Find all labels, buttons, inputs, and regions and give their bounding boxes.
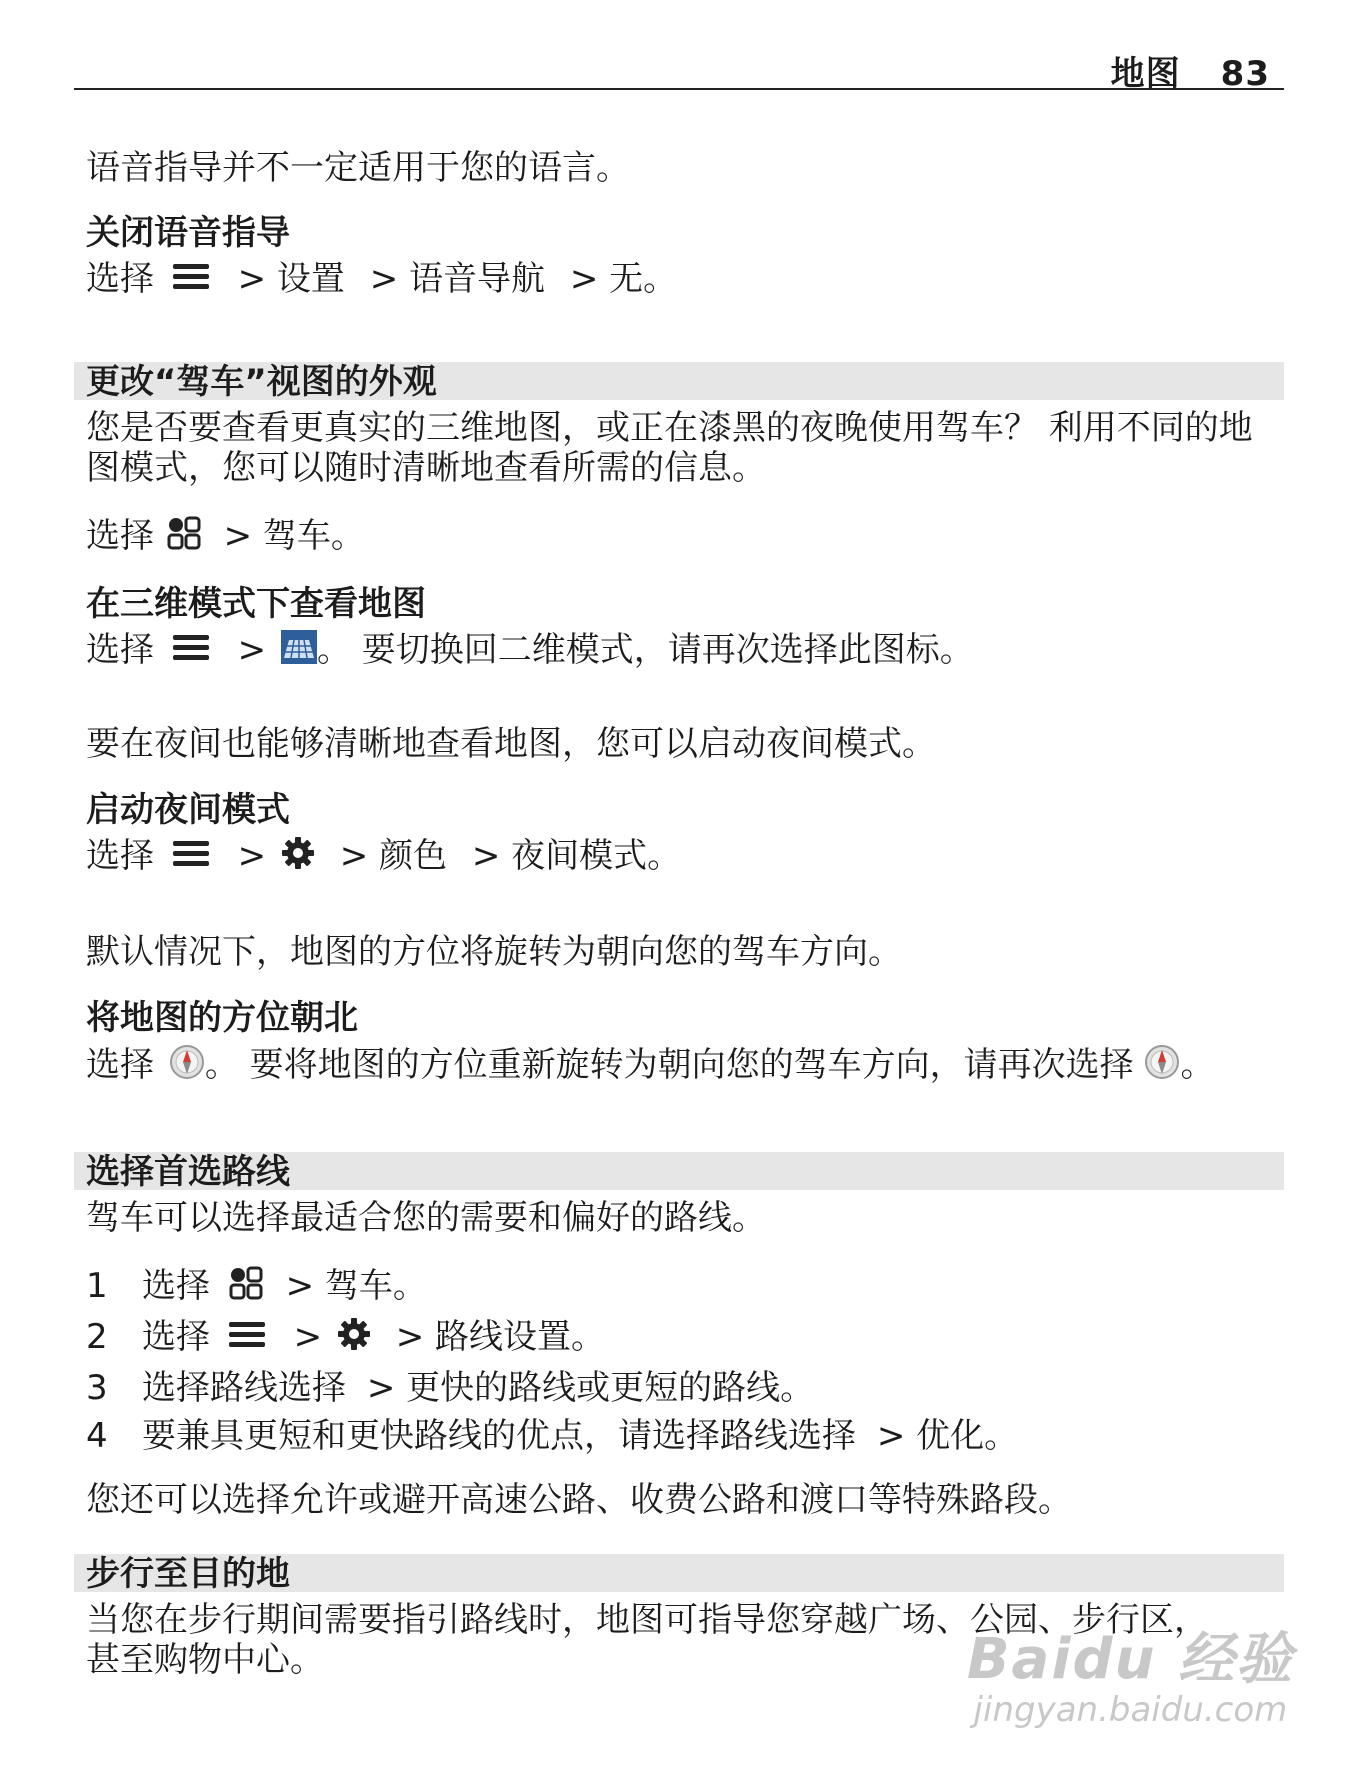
route-steps (86, 1266, 1286, 1456)
apps-icon (167, 516, 201, 559)
path-voice-nav: > 语音导航 (369, 259, 546, 299)
select-label: 选择 (86, 259, 154, 299)
compass-icon (1144, 1044, 1180, 1089)
north-note (86, 932, 1286, 972)
path-drive: > 驾车。 (223, 516, 365, 556)
step-text: 要兼具更短和更快路线的优点，请选择路线选择 (142, 1416, 856, 1456)
3d-mode-section (86, 584, 1286, 673)
menu-icon (171, 838, 211, 878)
header-title: 地图 (1110, 54, 1181, 94)
night-note-text: 要在夜间也能够清晰地查看地图，您可以启动夜间模式。 (86, 724, 936, 764)
path-arrow: > (237, 836, 267, 876)
menu-icon (171, 261, 211, 301)
menu-icon (227, 1319, 267, 1359)
drive-view-desc-text: 您是否要查看更真实的三维地图，或正在漆黑的夜晚使用驾车？ 利用不同的地图模式，您可以随时清晰地查看所需的信息。 (86, 408, 1253, 488)
route-extra (86, 1480, 1286, 1520)
3d-mode-path (86, 630, 1286, 673)
select-label: 选择 (86, 1045, 154, 1085)
north-note-text: 默认情况下，地图的方位将旋转为朝向您的驾车方向。 (86, 932, 902, 972)
path-route-choice: > 更快的路线或更短的路线。 (366, 1368, 815, 1408)
section-title-walk: 步行至目的地 (86, 1554, 290, 1594)
section-band-drive-view (74, 362, 1284, 400)
path-arrow: > (237, 630, 267, 670)
drive-select (86, 516, 1286, 559)
path-optimize: > 优化。 (876, 1416, 1019, 1456)
voice-off-title: 关闭语音指导 (86, 213, 290, 253)
step-text: 选择 (142, 1317, 210, 1357)
night-mode-section (86, 790, 1286, 879)
night-mode-path (86, 836, 1286, 879)
select-label: 选择 (86, 836, 154, 876)
step-text: 选择 (142, 1266, 210, 1306)
voice-off-section (86, 213, 1286, 301)
route-desc-text: 驾车可以选择最适合您的需要和偏好的路线。 (86, 1198, 766, 1238)
page-header (74, 44, 1284, 94)
route-step-4 (86, 1416, 1286, 1456)
3d-mode-title: 在三维模式下查看地图 (86, 584, 426, 624)
gear-icon (281, 836, 315, 879)
apps-icon (229, 1266, 263, 1309)
drive-view-desc (86, 408, 1286, 488)
route-desc (86, 1198, 1286, 1238)
section-title-drive-view: 更改“驾车”视图的外观 (86, 362, 437, 402)
3d-mode-note: 。 要切换回二维模式，请再次选择此图标。 (316, 630, 974, 670)
path-night-mode: > 夜间模式。 (471, 836, 682, 876)
baidu-watermark (966, 1627, 1294, 1730)
section-band-walk (74, 1554, 1284, 1592)
route-extra-text: 您还可以选择允许或避开高速公路、收费公路和渡口等特殊路段。 (86, 1480, 1072, 1520)
route-step-2 (86, 1317, 1286, 1360)
section-band-route (74, 1152, 1284, 1190)
walk-desc-text: 当您在步行期间需要指引路线时，地图可指导您穿越广场、公园、步行区，甚至购物中心。 (86, 1600, 1208, 1680)
path-settings: > 设置 (237, 259, 345, 299)
route-step-1 (86, 1266, 1286, 1309)
north-note-mid: 。 要将地图的方位重新旋转为朝向您的驾车方向，请再次选择 (204, 1045, 1134, 1085)
step-number: 2 (86, 1317, 108, 1357)
north-section (86, 998, 1286, 1089)
drive-select-path (86, 516, 1286, 559)
step-number: 1 (86, 1266, 108, 1306)
night-note (86, 724, 1286, 764)
select-label: 选择 (86, 630, 154, 670)
route-step-3 (86, 1368, 1286, 1408)
north-title: 将地图的方位朝北 (86, 998, 358, 1038)
north-note-end: 。 (1180, 1045, 1215, 1085)
menu-icon (171, 632, 211, 672)
header-title-group (1111, 46, 1270, 95)
gear-icon (337, 1317, 371, 1360)
voice-note (86, 148, 1286, 188)
select-label: 选择 (86, 516, 154, 556)
page-number: 83 (1220, 54, 1270, 94)
step-number: 4 (86, 1416, 108, 1456)
voice-off-path (86, 259, 1286, 301)
section-title-route: 选择首选路线 (86, 1152, 290, 1192)
step-number: 3 (86, 1368, 108, 1408)
path-drive: > 驾车。 (285, 1266, 427, 1306)
step-text: 选择路线选择 (142, 1368, 346, 1408)
compass-icon (169, 1044, 205, 1089)
path-arrow: > (293, 1317, 323, 1357)
night-mode-title: 启动夜间模式 (86, 790, 290, 830)
3d-map-icon (281, 630, 317, 673)
path-color: > 颜色 (339, 836, 448, 876)
watermark-logo-text: Baidu 经验 (966, 1627, 1294, 1692)
north-path (86, 1044, 1286, 1089)
path-none: > 无。 (569, 259, 678, 299)
voice-note-text: 语音指导并不一定适用于您的语言。 (86, 148, 630, 188)
watermark-url: jingyan.baidu.com (973, 1690, 1288, 1730)
path-route-settings: > 路线设置。 (395, 1317, 606, 1357)
